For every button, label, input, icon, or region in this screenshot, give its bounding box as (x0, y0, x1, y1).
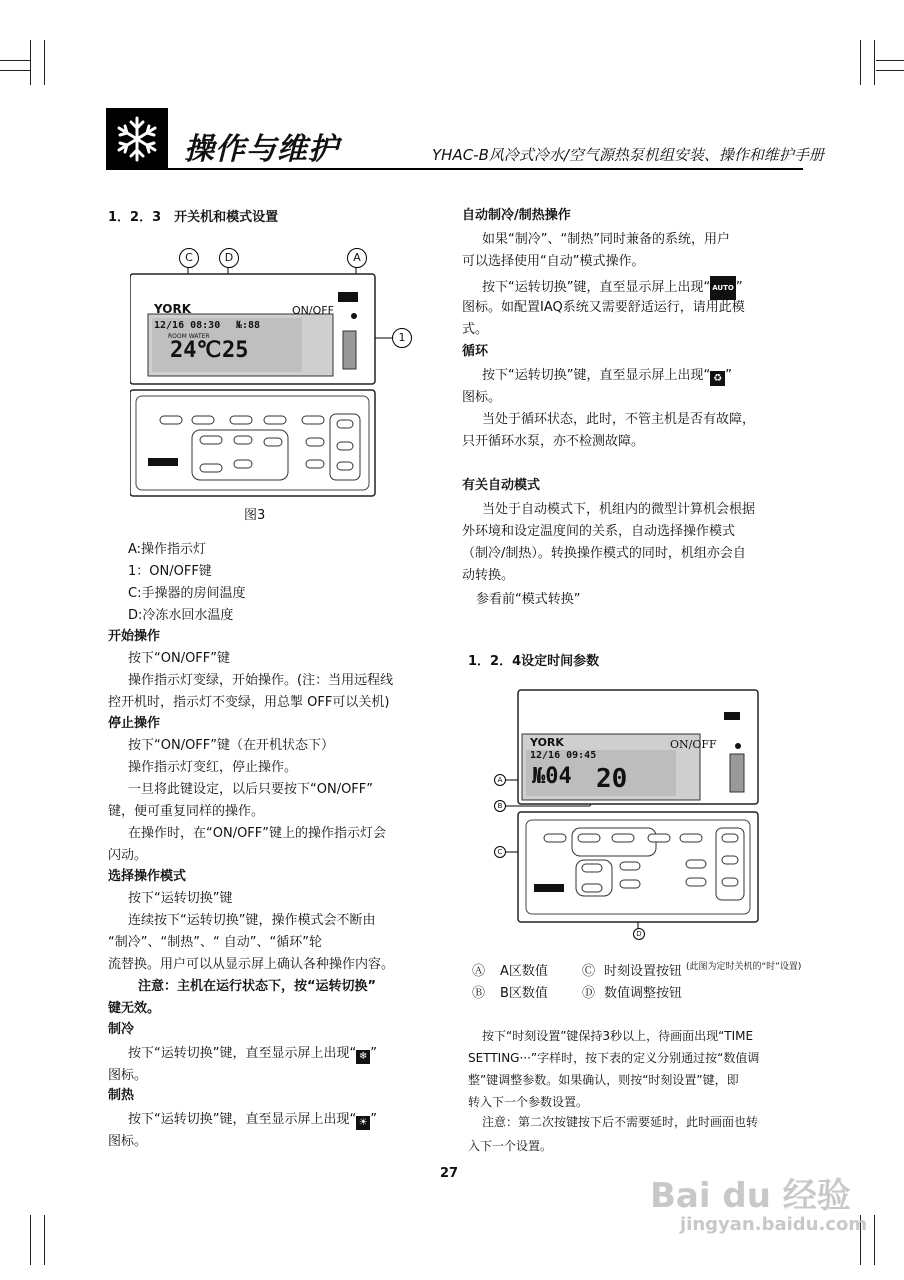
text-line: 在操作时，在“ON/OFF”键上的操作指示灯会 (128, 826, 386, 841)
text-line: 按下“运转切换”键，直至显示屏上出现“ ☀ ” (128, 1112, 377, 1128)
text-line: 可以选择使用“自动”模式操作。 (462, 254, 645, 269)
text-line: 如果“制冷”、“制热”同时兼备的系统，用户 (482, 232, 730, 247)
crop-mark (44, 1215, 45, 1265)
auto-mode-icon: AUTO (710, 276, 736, 300)
heading-mode: 选择操作模式 (108, 869, 187, 884)
note-line: 键无效。 (108, 1001, 161, 1016)
baidu-watermark-url: jingyan.baidu.com (680, 1214, 868, 1235)
heading-auto-mode: 有关自动模式 (462, 478, 541, 493)
legend-item: 时刻设置按钮 (604, 964, 683, 979)
text-line: 连续按下“运转切换”键，操作模式会不断由 (128, 913, 376, 928)
heading-cool: 制冷 (108, 1022, 135, 1037)
text-line: 外环境和设定温度间的关系，自动选择操作模式 (462, 524, 736, 539)
heading-auto: 自动制冷/制热操作 (462, 208, 571, 223)
york-logo: YORK (154, 302, 192, 316)
legend-item: C:手操器的房间温度 (128, 586, 246, 601)
heading-heat: 制热 (108, 1088, 135, 1103)
text-line: 一旦将此键设定，以后只要按下“ON/OFF” (128, 782, 373, 797)
lcd-room-temp: 24℃ (170, 338, 222, 363)
crop-mark (874, 40, 875, 85)
callout-a: A (347, 248, 367, 268)
cool-mode-icon: ❄ (356, 1050, 370, 1064)
text-line: 式。 (462, 322, 489, 337)
text-line: 图标。 (462, 390, 502, 405)
section-heading: 1．2．4设定时间参数 (468, 654, 600, 669)
header-rule (108, 168, 803, 170)
text-line: 注意：第二次按键按下后不需要延时，此时画面也转 (482, 1115, 759, 1129)
controller-diagram-time (490, 688, 770, 944)
text-line: 当处于自动模式下，机组内的微型计算机会根据 (482, 502, 756, 517)
text-line: （制冷/制热）。转换操作模式的同时，机组亦会自 (462, 546, 746, 561)
text-line: 按下“运转切换”键 (128, 891, 233, 906)
text-line: 转入下一个参数设置。 (468, 1095, 589, 1109)
lcd-date: 12/16 08:30 (154, 320, 221, 331)
text-line: 按下“ON/OFF”键（在开机状态下） (128, 738, 334, 753)
crop-mark (0, 70, 30, 71)
controller-diagram (130, 246, 430, 498)
york-logo: YORK (530, 736, 564, 749)
text-line: 参看前“模式转换” (476, 592, 581, 607)
text-line: 操作指示灯变绿，开始操作。(注：当用远程线 (128, 673, 394, 688)
text-line: 图标。 (108, 1068, 148, 1083)
text-line: 入下一个设置。 (468, 1139, 553, 1153)
text-line: 整”键调整参数。如果确认，则按“时刻设置”键，即 (468, 1073, 739, 1087)
text-line: 按下“时刻设置”键保持3秒以上，待画面出现“TIME (482, 1029, 754, 1043)
crop-mark (874, 1215, 875, 1265)
callout-d: D (633, 928, 645, 940)
text-line: 流替换。用户可以从显示屏上确认各种操作内容。 (108, 957, 395, 972)
text-line: “制冷”、“制热”、“ 自动”、“循环”轮 (108, 935, 323, 950)
callout-b: B (494, 800, 506, 812)
crop-mark (860, 40, 861, 85)
crop-mark (876, 60, 904, 61)
crop-mark (0, 60, 30, 61)
text-line: 只开循环水泵，亦不检测故障。 (462, 434, 645, 449)
text-line: 按下“运转切换”键，直至显示屏上出现“ ❄ ” (128, 1046, 377, 1062)
text-line: 控开机时，指示灯不变绿，用总掣 OFF可以关机) (108, 695, 390, 710)
lcd-sub-label: ROOM WATER (168, 333, 210, 340)
page-title: 操作与维护 (184, 132, 339, 167)
legend-mark: Ⓓ (582, 986, 596, 1001)
callout-1: 1 (392, 328, 412, 348)
callout-c: C (494, 846, 506, 858)
note-line: 注意：主机在运行状态下，按“运转切换” (138, 979, 377, 994)
callout-d: D (219, 248, 239, 268)
lcd-water-temp: 25 (222, 338, 249, 363)
legend-mark: Ⓒ (582, 964, 596, 979)
text-line: SETTING···”字样时，按下表的定义分别通过按“数值调 (468, 1051, 760, 1065)
text-line: 操作指示灯变红，停止操作。 (128, 760, 298, 775)
page-number: 27 (440, 1166, 459, 1181)
section-heading: 1．2．3 开关机和模式设置 (108, 210, 279, 225)
text-line: 按下“运转切换”键，直至显示屏上出现“ AUTO ” (482, 276, 743, 300)
text-line: 图标。如配置IAQ系统又需要舒适运行，请用此模 (462, 300, 745, 315)
onoff-label: ON/OFF (292, 304, 334, 317)
heading-start: 开始操作 (108, 629, 161, 644)
legend-item: A:操作指示灯 (128, 542, 207, 557)
legend-note: (此图为定时关机的“时”设置) (686, 962, 802, 972)
text-line: 当处于循环状态，此时，不管主机是否有故障， (482, 412, 756, 427)
callout-c: C (179, 248, 199, 268)
heading-cycle: 循环 (462, 344, 489, 359)
crop-mark (44, 40, 45, 85)
text-line: 按下“ON/OFF”键 (128, 651, 230, 666)
lcd-param-value: 20 (596, 764, 628, 794)
legend-mark: Ⓐ (472, 964, 486, 979)
crop-mark (876, 70, 904, 71)
text-line: 动转换。 (462, 568, 515, 583)
lcd-date: 12/16 09:45 (530, 750, 597, 761)
text-line: 闪动。 (108, 848, 148, 863)
figure-caption: 图3 (244, 508, 266, 523)
heading-stop: 停止操作 (108, 716, 161, 731)
legend-item: B区数值 (500, 986, 548, 1001)
legend-item: D:冷冻水回水温度 (128, 608, 234, 623)
manual-subtitle: YHAC-B风冷式冷水/空气源热泵机组安装、操作和维护手册 (432, 146, 824, 164)
legend-mark: Ⓑ (472, 986, 486, 1001)
legend-item: 1：ON/OFF键 (128, 564, 212, 579)
heat-mode-icon: ☀ (356, 1116, 370, 1130)
lcd-number: №:88 (236, 320, 261, 331)
crop-mark (30, 1215, 31, 1265)
cycle-mode-icon: ♻ (710, 371, 725, 386)
text-line: 图标。 (108, 1134, 148, 1149)
onoff-label: ON/OFF (670, 738, 717, 751)
callout-a: A (494, 774, 506, 786)
text-line: 按下“运转切换”键，直至显示屏上出现“ ♻ ” (482, 368, 732, 384)
lcd-param-number: №04 (532, 764, 572, 789)
crop-mark (30, 40, 31, 85)
baidu-watermark-logo: Bai du 经验 (650, 1176, 851, 1216)
legend-item: 数值调整按钮 (604, 986, 683, 1001)
legend-item: A区数值 (500, 964, 548, 979)
text-line: 键，便可重复同样的操作。 (108, 804, 265, 819)
snowflake-icon (106, 108, 168, 170)
